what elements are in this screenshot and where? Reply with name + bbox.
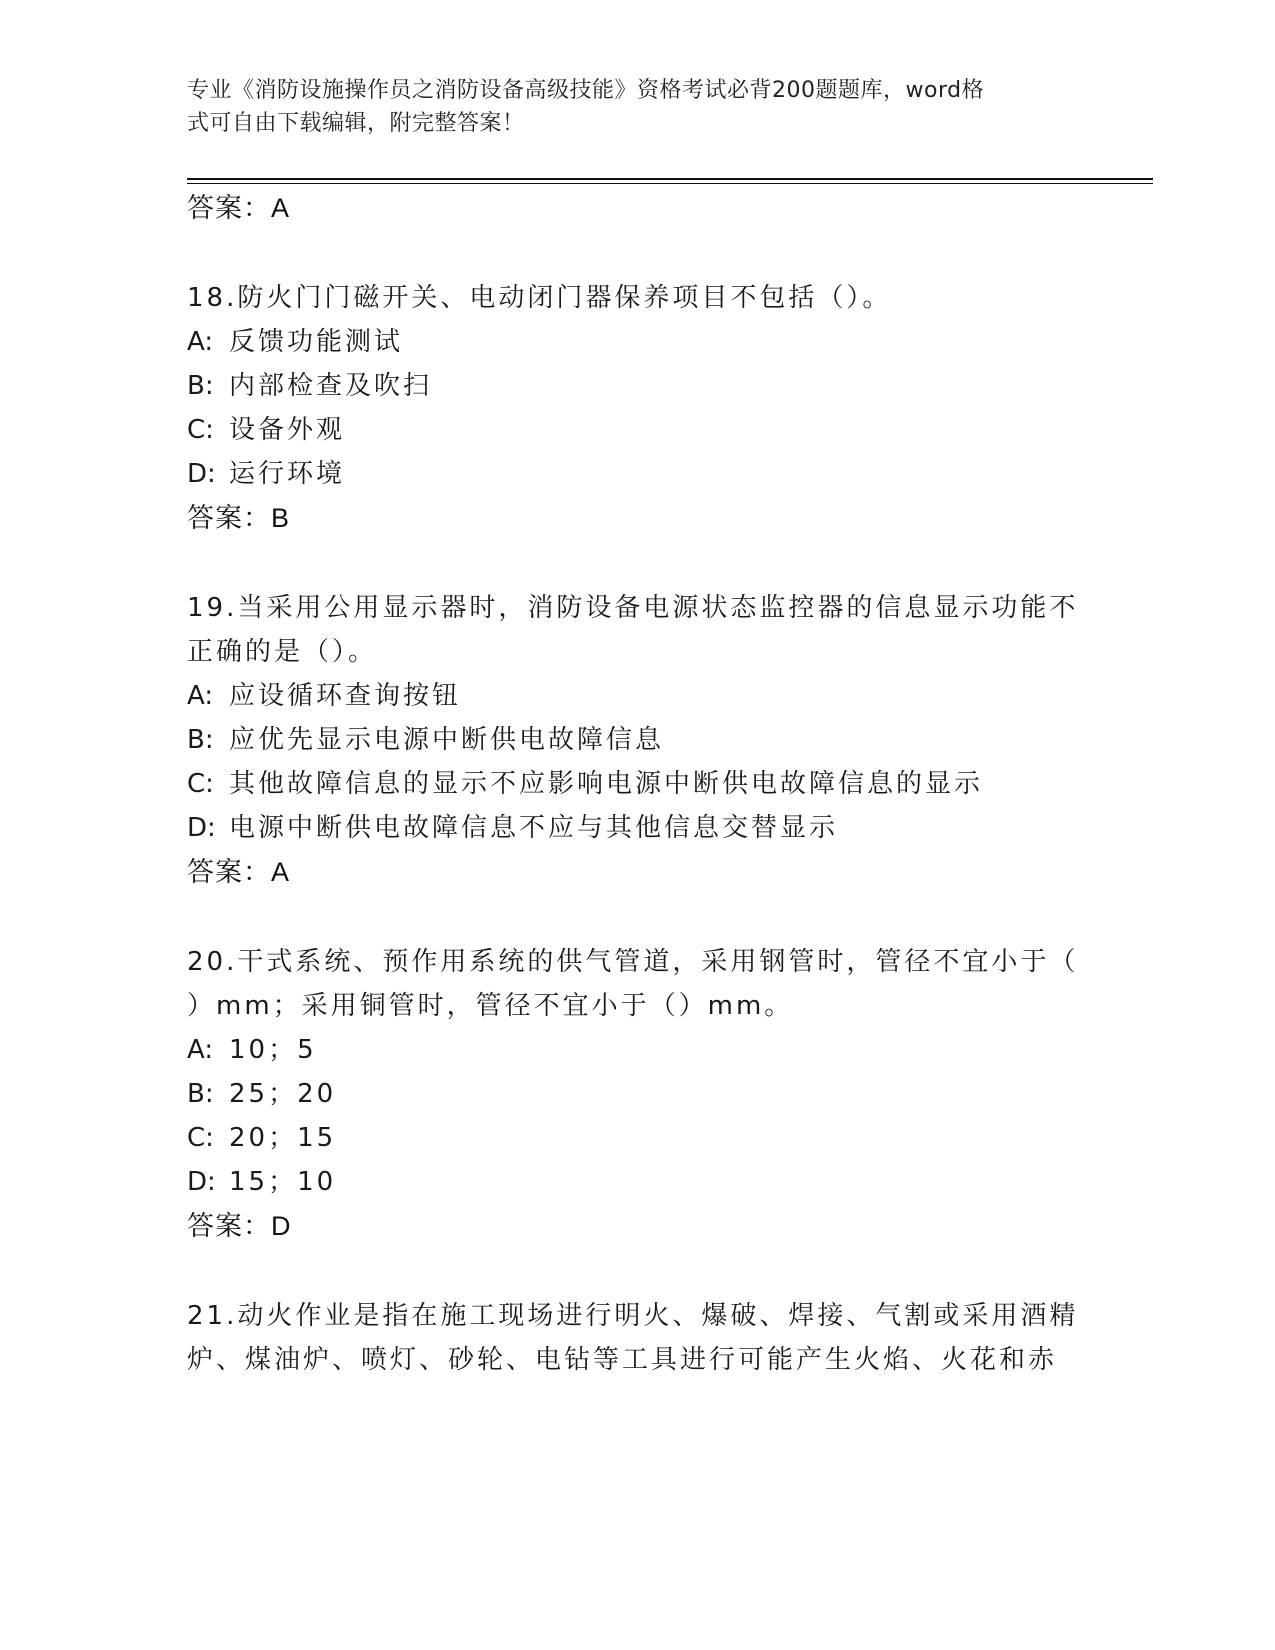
option-text: 其他故障信息的显示不应影响电源中断供电故障信息的显示 <box>229 769 984 799</box>
option-b <box>187 722 664 758</box>
option-label: B: <box>187 371 214 401</box>
option-text: 运行环境 <box>229 459 346 489</box>
header-line-2: 式可自由下载编辑，附完整答案！ <box>187 111 525 136</box>
option-text: 应优先显示电源中断供电故障信息 <box>229 725 665 755</box>
question-stem: 21.动火作业是指在施工现场进行明火、爆破、焊接、气割或采用酒精 <box>187 1301 1079 1331</box>
option-text: 15；10 <box>229 1167 337 1197</box>
option-label: D: <box>187 813 216 843</box>
option-label: C: <box>187 415 214 445</box>
question-stem-cont: 炉、煤油炉、喷灯、砂轮、电钻等工具进行可能产生火焰、火花和赤 <box>187 1345 1058 1375</box>
answer-19: 答案：A <box>187 857 291 887</box>
option-label: D: <box>187 459 216 489</box>
option-text: 内部检查及吹扫 <box>229 371 433 401</box>
option-label: B: <box>187 725 214 755</box>
option-label: A: <box>187 681 214 711</box>
answer-20: 答案：D <box>187 1211 292 1241</box>
header-line-1: 专业《消防设施操作员之消防设备高级技能》资格考试必背200题题库，word格 <box>187 78 985 103</box>
option-b <box>187 1076 336 1112</box>
option-text: 反馈功能测试 <box>229 327 404 357</box>
option-text: 20；15 <box>229 1123 337 1153</box>
option-c <box>187 1120 336 1156</box>
question-stem: 19.当采用公用显示器时，消防设备电源状态监控器的信息显示功能不 <box>187 593 1079 623</box>
answer-17: 答案：A <box>187 193 291 223</box>
option-label: A: <box>187 327 214 357</box>
question-stem-cont: 正确的是（）。 <box>187 637 378 667</box>
header-divider-thick <box>187 178 1153 180</box>
page-header <box>187 74 1087 140</box>
answer-18: 答案：B <box>187 503 291 533</box>
option-text: 电源中断供电故障信息不应与其他信息交替显示 <box>229 813 839 843</box>
question-stem-cont: ）mm；采用铜管时，管径不宜小于（）mm。 <box>187 991 794 1021</box>
option-d <box>187 1164 336 1200</box>
option-d <box>187 810 838 846</box>
option-a <box>187 324 403 360</box>
option-label: B: <box>187 1079 214 1109</box>
header-divider-thin <box>187 183 1153 184</box>
option-a <box>187 678 461 714</box>
option-b <box>187 368 432 404</box>
option-a <box>187 1032 317 1068</box>
option-c <box>187 766 983 802</box>
option-text: 设备外观 <box>229 415 346 445</box>
option-label: C: <box>187 1123 214 1153</box>
question-stem: 20.干式系统、预作用系统的供气管道，采用钢管时，管径不宜小于（ <box>187 947 1079 977</box>
option-text: 应设循环查询按钮 <box>229 681 462 711</box>
option-label: A: <box>187 1035 214 1065</box>
option-label: C: <box>187 769 214 799</box>
option-c <box>187 412 345 448</box>
option-text: 10；5 <box>229 1035 317 1065</box>
option-d <box>187 456 345 492</box>
question-stem: 18.防火门门磁开关、电动闭门器保养项目不包括（）。 <box>187 283 892 313</box>
option-label: D: <box>187 1167 216 1197</box>
option-text: 25；20 <box>229 1079 337 1109</box>
